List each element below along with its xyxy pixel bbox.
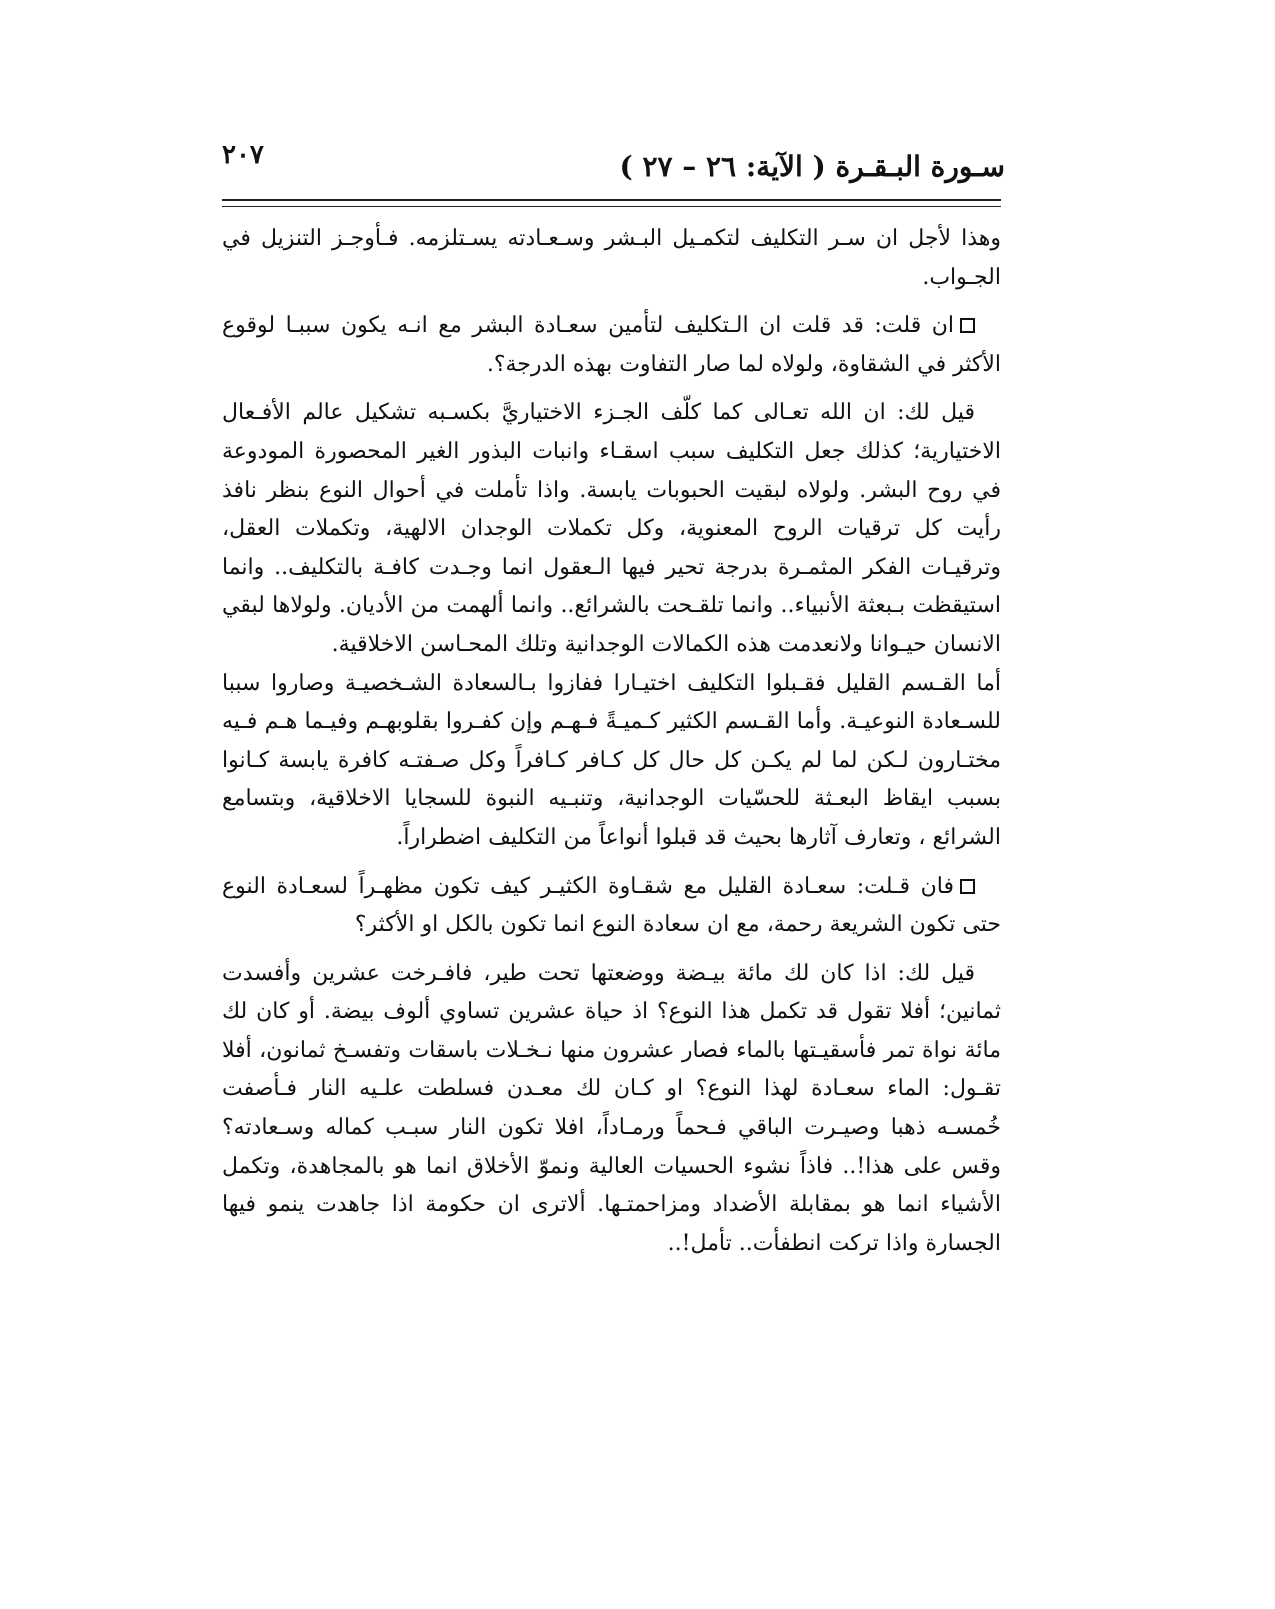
paragraph-text: قيل لك: ان الله تعـالى كما كلّف الجـزء الاختياريَّ بكسـبه تشكيل عالم الأفـعال الاختيارية؛ كذلك جعل التكليف سبب اسقـاء وانبات البذور الغير المحصورة المودوعة في روح البشر. ولولاه لبقيت الحبوبات يابسة. واذا تأملت في أحوال النوع بنظر نافذ رأيت كل ترقيات الروح المعنوية، وكل تكملات الوجدان الالهية، وتكملات العقل، وترقيـات الفكر المثمـرة بدرجة تحير فيها الـعقول انما وجـدت كافـة بالتكليف.. وانما استيقظت بـبعثة الأنبياء.. وانما تلقـحت بالشرائع.. وانما ألهمت من الأديان. ولولاها لبقي الانسان حيـوانا ولانعدمت هذه الكمالات الوجدانية وتلك المحـاسن الاخلاقية. xyxy=(222,400,1001,657)
paragraph-text: ان قلت: قد قلت ان الـتكليف لتأمين سعـادة البشر مع انـه يكون سببـا لوقوع الأكثر في الشقاوة، ولولاه لما صار التفاوت بهذه الدرجة؟. xyxy=(222,313,1001,377)
header-rule-thick xyxy=(222,199,1001,201)
paragraph-intro xyxy=(222,220,1001,297)
header-rule-thin xyxy=(222,206,1001,207)
body-text xyxy=(222,220,1001,1273)
paragraph-text: وهذا لأجل ان سـر التكليف لتكمـيل البـشر وسـعـادته يسـتلزمه. فـأوجـز التنزيل في الجـواب. xyxy=(222,226,1001,290)
square-marker-icon xyxy=(960,879,975,894)
running-title: سـورة البـقـرة ( الآية: ٢٦ – ٢٧ ) xyxy=(619,150,1005,183)
paragraph-question-2 xyxy=(222,868,1001,945)
square-marker-icon xyxy=(960,318,975,333)
paragraph-answer-1 xyxy=(222,394,1001,857)
paragraph-text: أما القـسم القليل فقـبلوا التكليف اختيـارا ففازوا بـالسعادة الشـخصيـة وصاروا سببا للسـعادة النوعيـة. وأما القـسم الكثير كـميـةً فـهـم وإن كفـروا بقلوبهـم وفيـما هـم فـيه مختـارون لـكن لما لم يكـن كل حال كل كـافر كـافراً وكل صـفتـه كافرة يابسة كـانوا بسبب ايقاظ البعـثة للحسّيات الوجدانية، وتنبـيه النبوة للسجايا الاخلاقية، وبتسامع الشرائع ، وتعارف آثارها بحيث قد قبلوا أنواعاً من التكليف اضطراراً. xyxy=(222,670,1001,850)
paragraph-text: قيل لك: اذا كان لك مائة بيـضة ووضعتها تحت طير، فافـرخت عشرين وأفسدت ثمانين؛ أفلا تقول قد تكمل هذا النوع؟ اذ حياة عشرين تساوي ألوف بيضة. أو كان لك مائة نواة تمر فأسقيـتها بالماء فصار عشرون منها نـخـلات باسقات وتفسـخ ثمانون، أفلا تقـول: الماء سعـادة لهذا النوع؟ او كـان لك معـدن فسلطت علـيه النار فـأصفت خُمسـه ذهبا وصيـرت الباقي فـحماً ورمـاداً، افلا تكون النار سبـب كماله وسـعادته؟ وقس على هذا!.. فاذاً نشوء الحسيات العالية ونموّ الأخلاق انما هو بالمجاهدة، وتكمل الأشياء انما هو بمقابلة الأضداد ومزاحمتـها. ألاترى ان حكومة اذا جاهدت ينمو فيها الجسارة واذا تركت انطفأت.. تأمل!.. xyxy=(222,960,1001,1256)
page-number: ٢٠٧ xyxy=(222,140,264,170)
paragraph-text: فان قـلت: سعـادة القليل مع شقـاوة الكثيـر كيف تكون مظهـراً لسعـادة النوع حتى تكون الشريعة رحمة، مع ان سعادة النوع انما تكون بالكل او الأكثر؟ xyxy=(222,873,1001,938)
paragraph-answer-2 xyxy=(222,955,1001,1264)
paragraph-question-1 xyxy=(222,307,1001,384)
